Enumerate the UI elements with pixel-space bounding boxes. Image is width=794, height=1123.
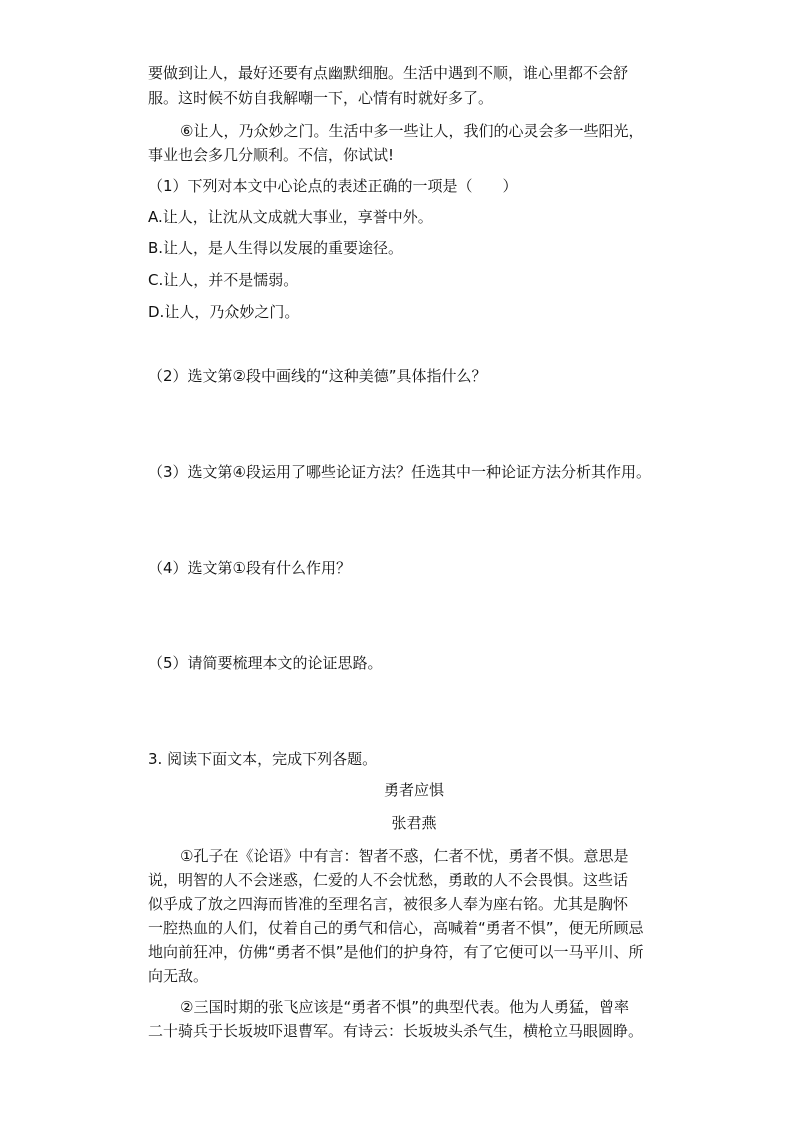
question-1: （1）下列对本文中心论点的表述正确的一项是（ ） — [148, 177, 518, 195]
passage-line: 一腔热血的人们，仗着自己的勇气和信心，高喊着“勇者不惧”，便无所顾忌 — [148, 919, 644, 937]
paragraph-6: ⑥让人，乃众妙之门。生活中多一些让人，我们的心灵会多一些阳光， — [180, 122, 644, 140]
option-c: C.让人，并不是懦弱。 — [148, 271, 299, 289]
question-2: （2）选文第②段中画线的“这种美德”具体指什么？ — [148, 367, 487, 385]
option-d: D.让人，乃众妙之门。 — [148, 303, 300, 321]
passage-line: 似乎成了放之四海而皆准的至理名言，被很多人奉为座右铭。尤其是胸怀 — [148, 895, 629, 913]
passage-line: 事业也会多几分顺利。不信，你试试! — [148, 146, 395, 164]
option-a: A.让人，让沈从文成就大事业，享誉中外。 — [148, 208, 433, 226]
passage-line: 向无敌。 — [148, 967, 209, 985]
passage-line: 二十骑兵于长坂坡吓退曹军。有诗云：长坂坡头杀气生，横枪立马眼圆睁。 — [148, 1022, 644, 1040]
section-3-heading: 3. 阅读下面文本，完成下列各题。 — [148, 750, 378, 768]
option-b: B.让人，是人生得以发展的重要途径。 — [148, 239, 404, 257]
question-5: （5）请简要梳理本文的论证思路。 — [148, 654, 383, 672]
passage-line: 要做到让人，最好还要有点幽默细胞。生活中遇到不顺，谁心里都不会舒 — [148, 64, 629, 82]
paragraph-1: ①孔子在《论语》中有言：智者不惑，仁者不忧，勇者不惧。意思是 — [180, 847, 629, 865]
article-author: 张君燕 — [391, 814, 437, 832]
passage-line: 说，明智的人不会迷惑，仁爱的人不会忧愁，勇敢的人不会畏惧。这些话 — [148, 871, 629, 889]
passage-line: 服。这时候不妨自我解嘲一下，心情有时就好多了。 — [148, 89, 494, 107]
paragraph-2: ②三国时期的张飞应该是“勇者不惧”的典型代表。他为人勇猛，曾率 — [180, 998, 629, 1016]
article-title: 勇者应惧 — [383, 781, 444, 799]
question-4: （4）选文第①段有什么作用？ — [148, 559, 351, 577]
passage-line: 地向前狂冲，仿佛“勇者不惧”是他们的护身符，有了它便可以一马平川、所 — [148, 943, 644, 961]
question-3: （3）选文第④段运用了哪些论证方法？任选其中一种论证方法分析其作用。 — [148, 463, 651, 481]
